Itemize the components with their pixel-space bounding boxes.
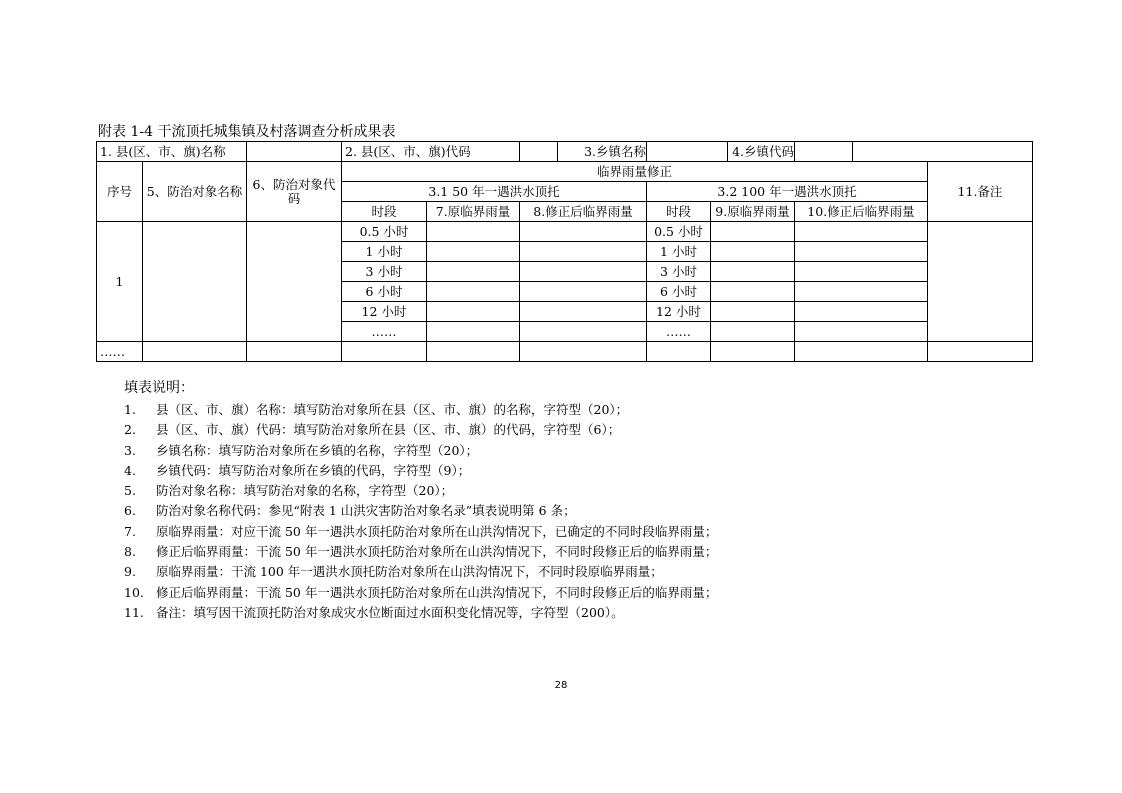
note-text: 修正后临界雨量：干流 50 年一遇洪水顶托防治对象所在山洪沟情况下，不同时段修正后的临界雨量； <box>156 544 718 560</box>
data-cell[interactable] <box>520 242 647 262</box>
period-header-1: 时段 <box>342 202 427 222</box>
object-name-cell[interactable] <box>143 222 247 342</box>
note-item <box>124 562 717 582</box>
note-text: 原临界雨量：对应干流 50 年一遇洪水顶托防治对象所在山洪沟情况下，已确定的不同时段临界雨量； <box>156 523 718 539</box>
note-number: 10. <box>124 584 144 600</box>
table-row <box>97 342 1033 362</box>
note-text: 原临界雨量：干流 100 年一遇洪水顶托防治对象所在山洪沟情况下，不同时段原临界雨量； <box>156 564 663 580</box>
data-cell[interactable] <box>247 342 342 362</box>
town-name-label: 3.乡镇名称 <box>584 144 646 159</box>
note-number: 8. <box>124 544 136 560</box>
period-cell: 12 小时 <box>647 302 711 322</box>
seq-header: 序号 <box>97 162 143 222</box>
period-cell: 1 小时 <box>647 242 711 262</box>
note-item <box>124 522 717 542</box>
note-text: 县（区、市、旗）代码：填写防治对象所在县（区、市、旗）的代码，字符型（6）； <box>156 422 621 438</box>
data-cell[interactable] <box>711 302 795 322</box>
period-cell: …… <box>647 322 711 342</box>
period-cell: 6 小时 <box>647 282 711 302</box>
note-item <box>124 501 717 521</box>
note-text: 乡镇名称：填写防治对象所在乡镇的名称，字符型（20）； <box>156 442 479 458</box>
data-cell[interactable] <box>427 262 520 282</box>
data-cell[interactable] <box>427 302 520 322</box>
period-header-2: 时段 <box>647 202 711 222</box>
note-item <box>124 441 717 461</box>
data-cell[interactable] <box>427 322 520 342</box>
period-cell: 3 小时 <box>342 262 427 282</box>
data-cell[interactable] <box>427 282 520 302</box>
note-item <box>124 481 717 501</box>
note-number: 7. <box>124 523 136 539</box>
data-cell[interactable] <box>520 302 647 322</box>
note-text: 备注：填写因干流顶托防治对象成灾水位断面过水面积变化情况等，字符型（200）。 <box>156 604 624 620</box>
fixed-rain-header-1: 8.修正后临界雨量 <box>520 202 647 222</box>
data-cell[interactable] <box>427 222 520 242</box>
note-number: 2. <box>124 422 136 438</box>
data-cell[interactable] <box>143 342 247 362</box>
object-name-header: 5、防治对象名称 <box>143 162 247 222</box>
table-row <box>97 222 1033 242</box>
data-cell[interactable] <box>711 322 795 342</box>
data-cell[interactable] <box>711 282 795 302</box>
period-cell: 6 小时 <box>342 282 427 302</box>
orig-rain-header-1: 7.原临界雨量 <box>427 202 520 222</box>
period-cell: 12 小时 <box>342 302 427 322</box>
table-caption: 附表 1-4 干流顶托城集镇及村落调查分析成果表 <box>98 124 396 140</box>
data-cell[interactable] <box>520 282 647 302</box>
data-cell[interactable] <box>342 342 427 362</box>
county-name-value[interactable] <box>247 142 342 162</box>
rainfall-group-header: 临界雨量修正 <box>342 162 928 182</box>
county-code-label: 2. 县(区、市、旗)代码 <box>342 142 520 162</box>
data-cell[interactable] <box>427 342 520 362</box>
header-info-row <box>97 142 1033 162</box>
remark-header: 11.备注 <box>928 162 1033 222</box>
page-number: 28 <box>554 680 568 691</box>
county-name-label: 1. 县(区、市、旗)名称 <box>97 142 247 162</box>
remark-cell[interactable] <box>928 222 1033 342</box>
data-cell[interactable] <box>520 262 647 282</box>
note-number: 1. <box>124 402 136 417</box>
data-cell[interactable] <box>795 342 928 362</box>
note-text: 防治对象名称：填写防治对象的名称，字符型（20）； <box>156 483 454 499</box>
period-cell: 0.5 小时 <box>342 222 427 242</box>
data-cell[interactable] <box>795 322 928 342</box>
town-code-label: 4.乡镇代码 <box>727 142 794 161</box>
note-item <box>124 542 717 562</box>
sub-header-50yr: 3.1 50 年一遇洪水顶托 <box>342 182 647 202</box>
row-number: 1 <box>97 222 143 342</box>
note-number: 5. <box>124 483 136 499</box>
note-item <box>124 461 717 481</box>
note-text: 修正后临界雨量：干流 50 年一遇洪水顶托防治对象所在山洪沟情况下，不同时段修正后的临界雨量； <box>156 584 718 600</box>
object-code-cell[interactable] <box>247 222 342 342</box>
note-text: 防治对象名称代码：参见“附表 1 山洪灾害防治对象名录”填表说明第 6 条； <box>156 503 576 519</box>
town-code-value[interactable] <box>795 142 1033 162</box>
data-cell[interactable] <box>711 242 795 262</box>
data-cell[interactable] <box>795 242 928 262</box>
data-cell[interactable] <box>520 322 647 342</box>
town-name-value[interactable] <box>647 142 795 162</box>
note-number: 3. <box>124 442 136 458</box>
ellipsis-row-marker: …… <box>97 342 143 362</box>
data-cell[interactable] <box>795 222 928 242</box>
period-cell: 0.5 小时 <box>647 222 711 242</box>
note-number: 4. <box>124 462 136 478</box>
notes-list <box>124 400 717 623</box>
note-text: 县（区、市、旗）名称：填写防治对象所在县（区、市、旗）的名称，字符型（20）； <box>156 402 629 417</box>
period-cell: …… <box>342 322 427 342</box>
data-cell[interactable] <box>711 262 795 282</box>
orig-rain-header-2: 9.原临界雨量 <box>711 202 795 222</box>
survey-table <box>96 141 1033 362</box>
data-cell[interactable] <box>427 242 520 262</box>
note-item <box>124 583 717 603</box>
notes-title: 填表说明： <box>124 380 194 396</box>
data-cell[interactable] <box>928 342 1033 362</box>
data-cell[interactable] <box>795 302 928 322</box>
note-number: 6. <box>124 503 136 519</box>
period-cell: 3 小时 <box>647 262 711 282</box>
county-code-value[interactable] <box>520 142 647 162</box>
note-text: 乡镇代码：填写防治对象所在乡镇的代码，字符型（9）； <box>156 462 471 478</box>
object-code-header: 6、防治对象代码 <box>247 162 342 222</box>
data-cell[interactable] <box>795 282 928 302</box>
note-item <box>124 603 717 623</box>
data-cell[interactable] <box>647 342 711 362</box>
data-cell[interactable] <box>520 342 647 362</box>
data-cell[interactable] <box>795 262 928 282</box>
note-item <box>124 420 717 440</box>
data-cell[interactable] <box>711 342 795 362</box>
sub-header-100yr: 3.2 100 年一遇洪水顶托 <box>647 182 928 202</box>
fixed-rain-header-2: 10.修正后临界雨量 <box>795 202 928 222</box>
note-number: 11. <box>124 604 144 620</box>
period-cell: 1 小时 <box>342 242 427 262</box>
data-cell[interactable] <box>520 222 647 242</box>
note-item <box>124 400 717 420</box>
data-cell[interactable] <box>711 222 795 242</box>
note-number: 9. <box>124 564 136 580</box>
